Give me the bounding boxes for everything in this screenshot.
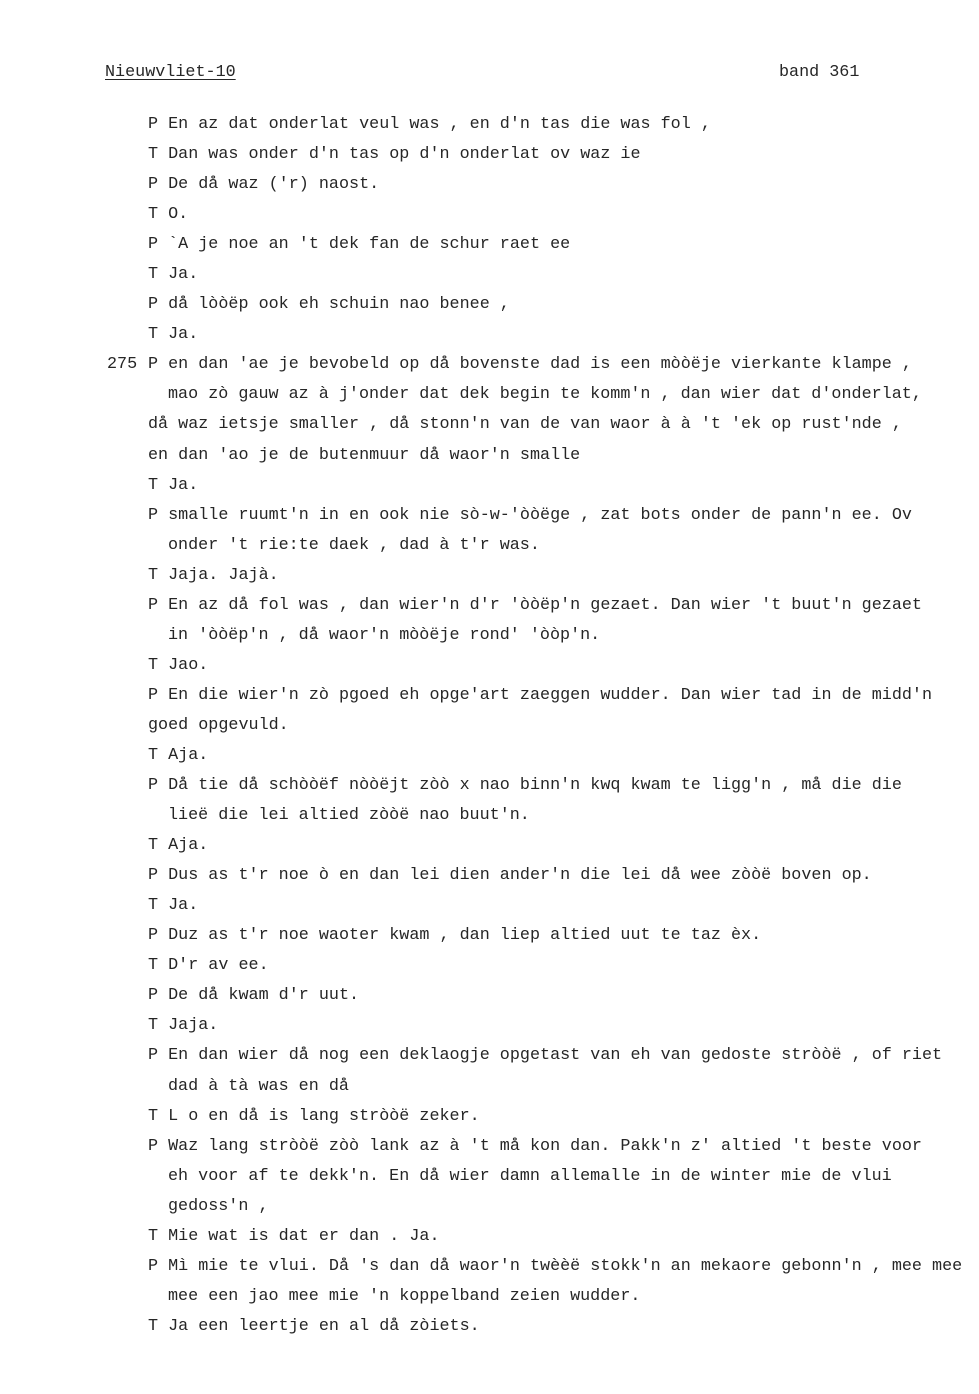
transcript-line: T Ja. [148, 475, 199, 495]
transcript-line: P Då tie då schòòëf nòòëjt zòò x nao binn'n kwq kwam te ligg'n , må die die [148, 776, 902, 796]
transcript-line: P `A je noe an 't dek fan de schur raet ee [148, 235, 571, 255]
transcript-line: T O. [148, 205, 189, 225]
transcript-line: P Dus as t'r noe ò en dan lei dien ander'n die lei då wee zòòë boven op. [148, 866, 872, 886]
transcript-line: P smalle ruumt'n in en ook nie sò-w-'òòëge , zat bots onder de pann'n ee. Ov [148, 505, 912, 525]
transcript-line: P De då kwam d'r uut. [148, 986, 360, 1006]
band-number: band 361 [779, 63, 860, 82]
transcript-line: T D'r av ee. [148, 956, 269, 976]
transcript-line: då waz ietsje smaller , då stonn'n van de van waor à à 't 'ek op rust'nde , [148, 415, 902, 435]
transcript-line: P En az då fol was , dan wier'n d'r 'òòëp'n gezaet. Dan wier 't buut'n gezaet [148, 595, 922, 615]
transcript-line: mee een jao mee mie 'n koppelband zeien wudder. [168, 1286, 641, 1306]
transcript-line: T Jaja. Jajà. [148, 565, 279, 585]
transcript-line: onder 't rie:te daek , dad à t'r was. [168, 535, 540, 555]
transcript-line: eh voor af te dekk'n. En då wier damn allemalle in de winter mie de vlui [168, 1166, 892, 1186]
transcript-body [0, 110, 979, 1342]
transcript-line: T Ja. [148, 325, 199, 345]
transcript-line: T Jao. [148, 655, 209, 675]
transcript-line: T Mie wat is dat er dan . Ja. [148, 1226, 440, 1246]
transcript-line: lieë die lei altied zòòë nao buut'n. [168, 806, 530, 826]
transcript-line: P Mì mie te vlui. Då 's dan då waor'n twèèë stokk'n an mekaore gebonn'n , mee mee [148, 1256, 963, 1276]
transcript-line: T Jaja. [148, 1016, 219, 1036]
transcript-line: en dan 'ao je de butenmuur då waor'n smalle [148, 445, 581, 465]
transcript-line: P En dan wier då nog een deklaogje opgetast van eh van gedoste stròòë , of riet [148, 1046, 943, 1066]
transcript-line: T Aja. [148, 836, 209, 856]
transcript-line: T L o en då is lang stròòë zeker. [148, 1106, 480, 1126]
transcript-line: gedoss'n , [168, 1196, 269, 1216]
transcript-line: P En az dat onderlat veul was , en d'n tas die was fol , [148, 115, 711, 134]
transcript-line: dad à tà was en då [168, 1076, 349, 1096]
transcript-line: T Ja een leertje en al då zòiets. [148, 1316, 480, 1336]
transcript-line: T Aja. [148, 745, 209, 765]
transcript-line-numbered [0, 350, 979, 380]
transcript-line-text: P en dan 'ae je bevobeld op då bovenste dad is een mòòëje vierkante klampe , [148, 355, 912, 375]
transcript-line: T Ja. [148, 896, 199, 916]
transcript-line: goed opgevuld. [148, 715, 289, 735]
document-title: Nieuwvliet-10 [105, 63, 236, 82]
transcript-line: T Ja. [148, 265, 199, 285]
transcript-line: mao zò gauw az à j'onder dat dek begin te komm'n , dan wier dat d'onderlat, [168, 385, 922, 405]
transcript-line: P då lòòëp ook eh schuin nao benee , [148, 295, 510, 315]
transcript-line: T Dan was onder d'n tas op d'n onderlat ov waz ie [148, 145, 641, 165]
transcript-line: P En die wier'n zò pgoed eh opge'art zaeggen wudder. Dan wier tad in de midd'n [148, 685, 933, 705]
transcript-line: P Duz as t'r noe waoter kwam , dan liep altied uut te taz èx. [148, 926, 762, 946]
margin-line-number: 275 [107, 355, 138, 375]
transcript-line: in 'òòëp'n , då waor'n mòòëje rond' 'òòp'n. [168, 625, 601, 645]
transcript-line: P Waz lang stròòë zòò lank az à 't må kon dan. Pakk'n z' altied 't beste voor [148, 1136, 922, 1156]
transcript-line: P De då waz ('r) naost. [148, 175, 380, 195]
